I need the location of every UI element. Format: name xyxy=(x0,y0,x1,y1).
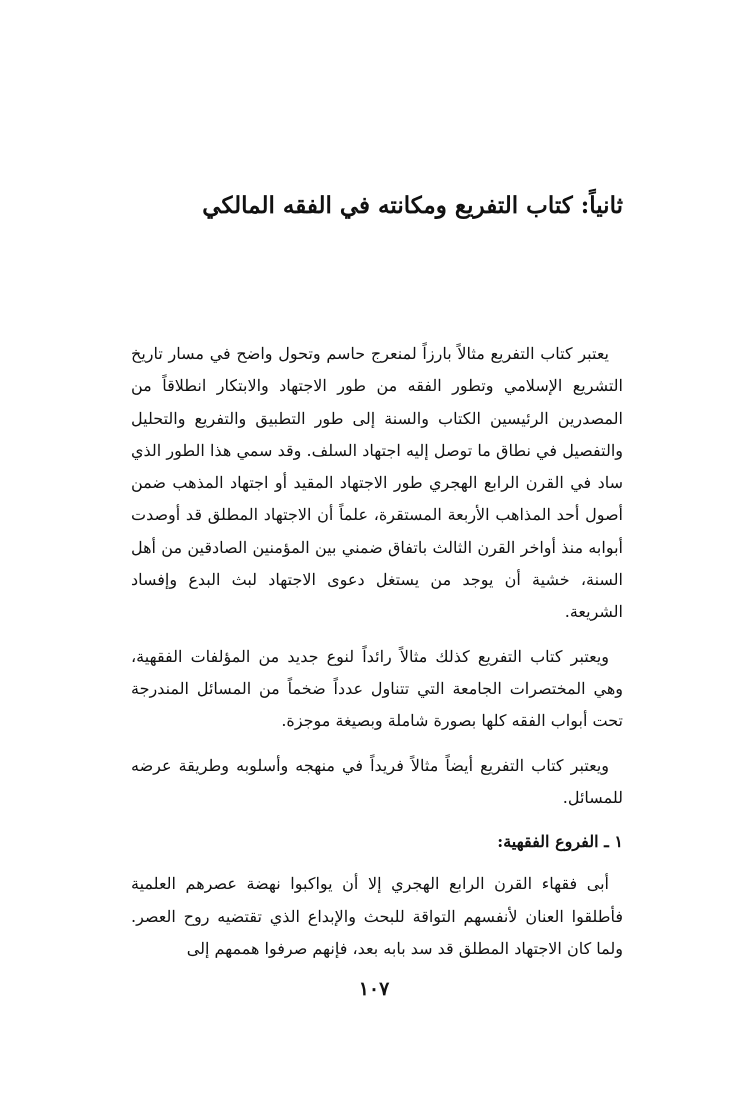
paragraph-3: ويعتبر كتاب التفريع أيضاً مثالاً فريداً في منهجه وأسلوبه وطريقة عرضه للمسائل. xyxy=(131,755,623,807)
section-heading: ثانياً: كتاب التفريع ومكانته في الفقه المالكي xyxy=(202,192,623,219)
page-number: ١٠٧ xyxy=(358,978,390,1000)
paragraph-1: يعتبر كتاب التفريع مثالاً بارزاً لمنعرج حاسم وتحول واضح في مسار تاريخ التشريع الإسلامي وتطور الفقه من طور الاجتهاد والابتكار انطلاقاً من المصدرين الرئيسين الكتاب والسنة إلى طور التطبيق والتفريع والتحليل والتفصيل في نطاق ما توصل إليه اجتهاد السلف. وقد سمي هذا الطور الذي ساد في القرن الرابع الهجري طور الاجتهاد المقيد أو اجتهاد المذهب ضمن أصول أحد المذاهب الأربعة المستقرة، علماً أن الاجتهاد المطلق قد أوصدت أبوابه منذ أواخر القرن الثالث باتفاق ضمني بين المؤمنين الصادقين من أهل السنة، خشية أن يوجد من يستغل دعوى الاجتهاد لبث البدع وإفساد الشريعة. xyxy=(131,344,623,622)
paragraph-4: أبى فقهاء القرن الرابع الهجري إلا أن يواكبوا نهضة عصرهم العلمية فأطلقوا العنان لأنفسهم التواقة للبحث والإبداع الذي تقتضيه روح العصر. ولما كان الاجتهاد المطلق قد سد بابه بعد، فإنهم صرفوا هممهم إلى xyxy=(131,874,623,959)
body-text xyxy=(131,338,623,965)
subsection-heading: ١ ـ الفروع الفقهية: xyxy=(497,832,623,852)
paragraph-2: ويعتبر كتاب التفريع كذلك مثالاً رائداً لنوع جديد من المؤلفات الفقهية، وهي المختصرات الجامعة التي تتناول عدداً ضخماً من المسائل المندرجة تحت أبواب الفقه كلها بصورة شاملة وبصيغة موجزة. xyxy=(131,646,623,731)
